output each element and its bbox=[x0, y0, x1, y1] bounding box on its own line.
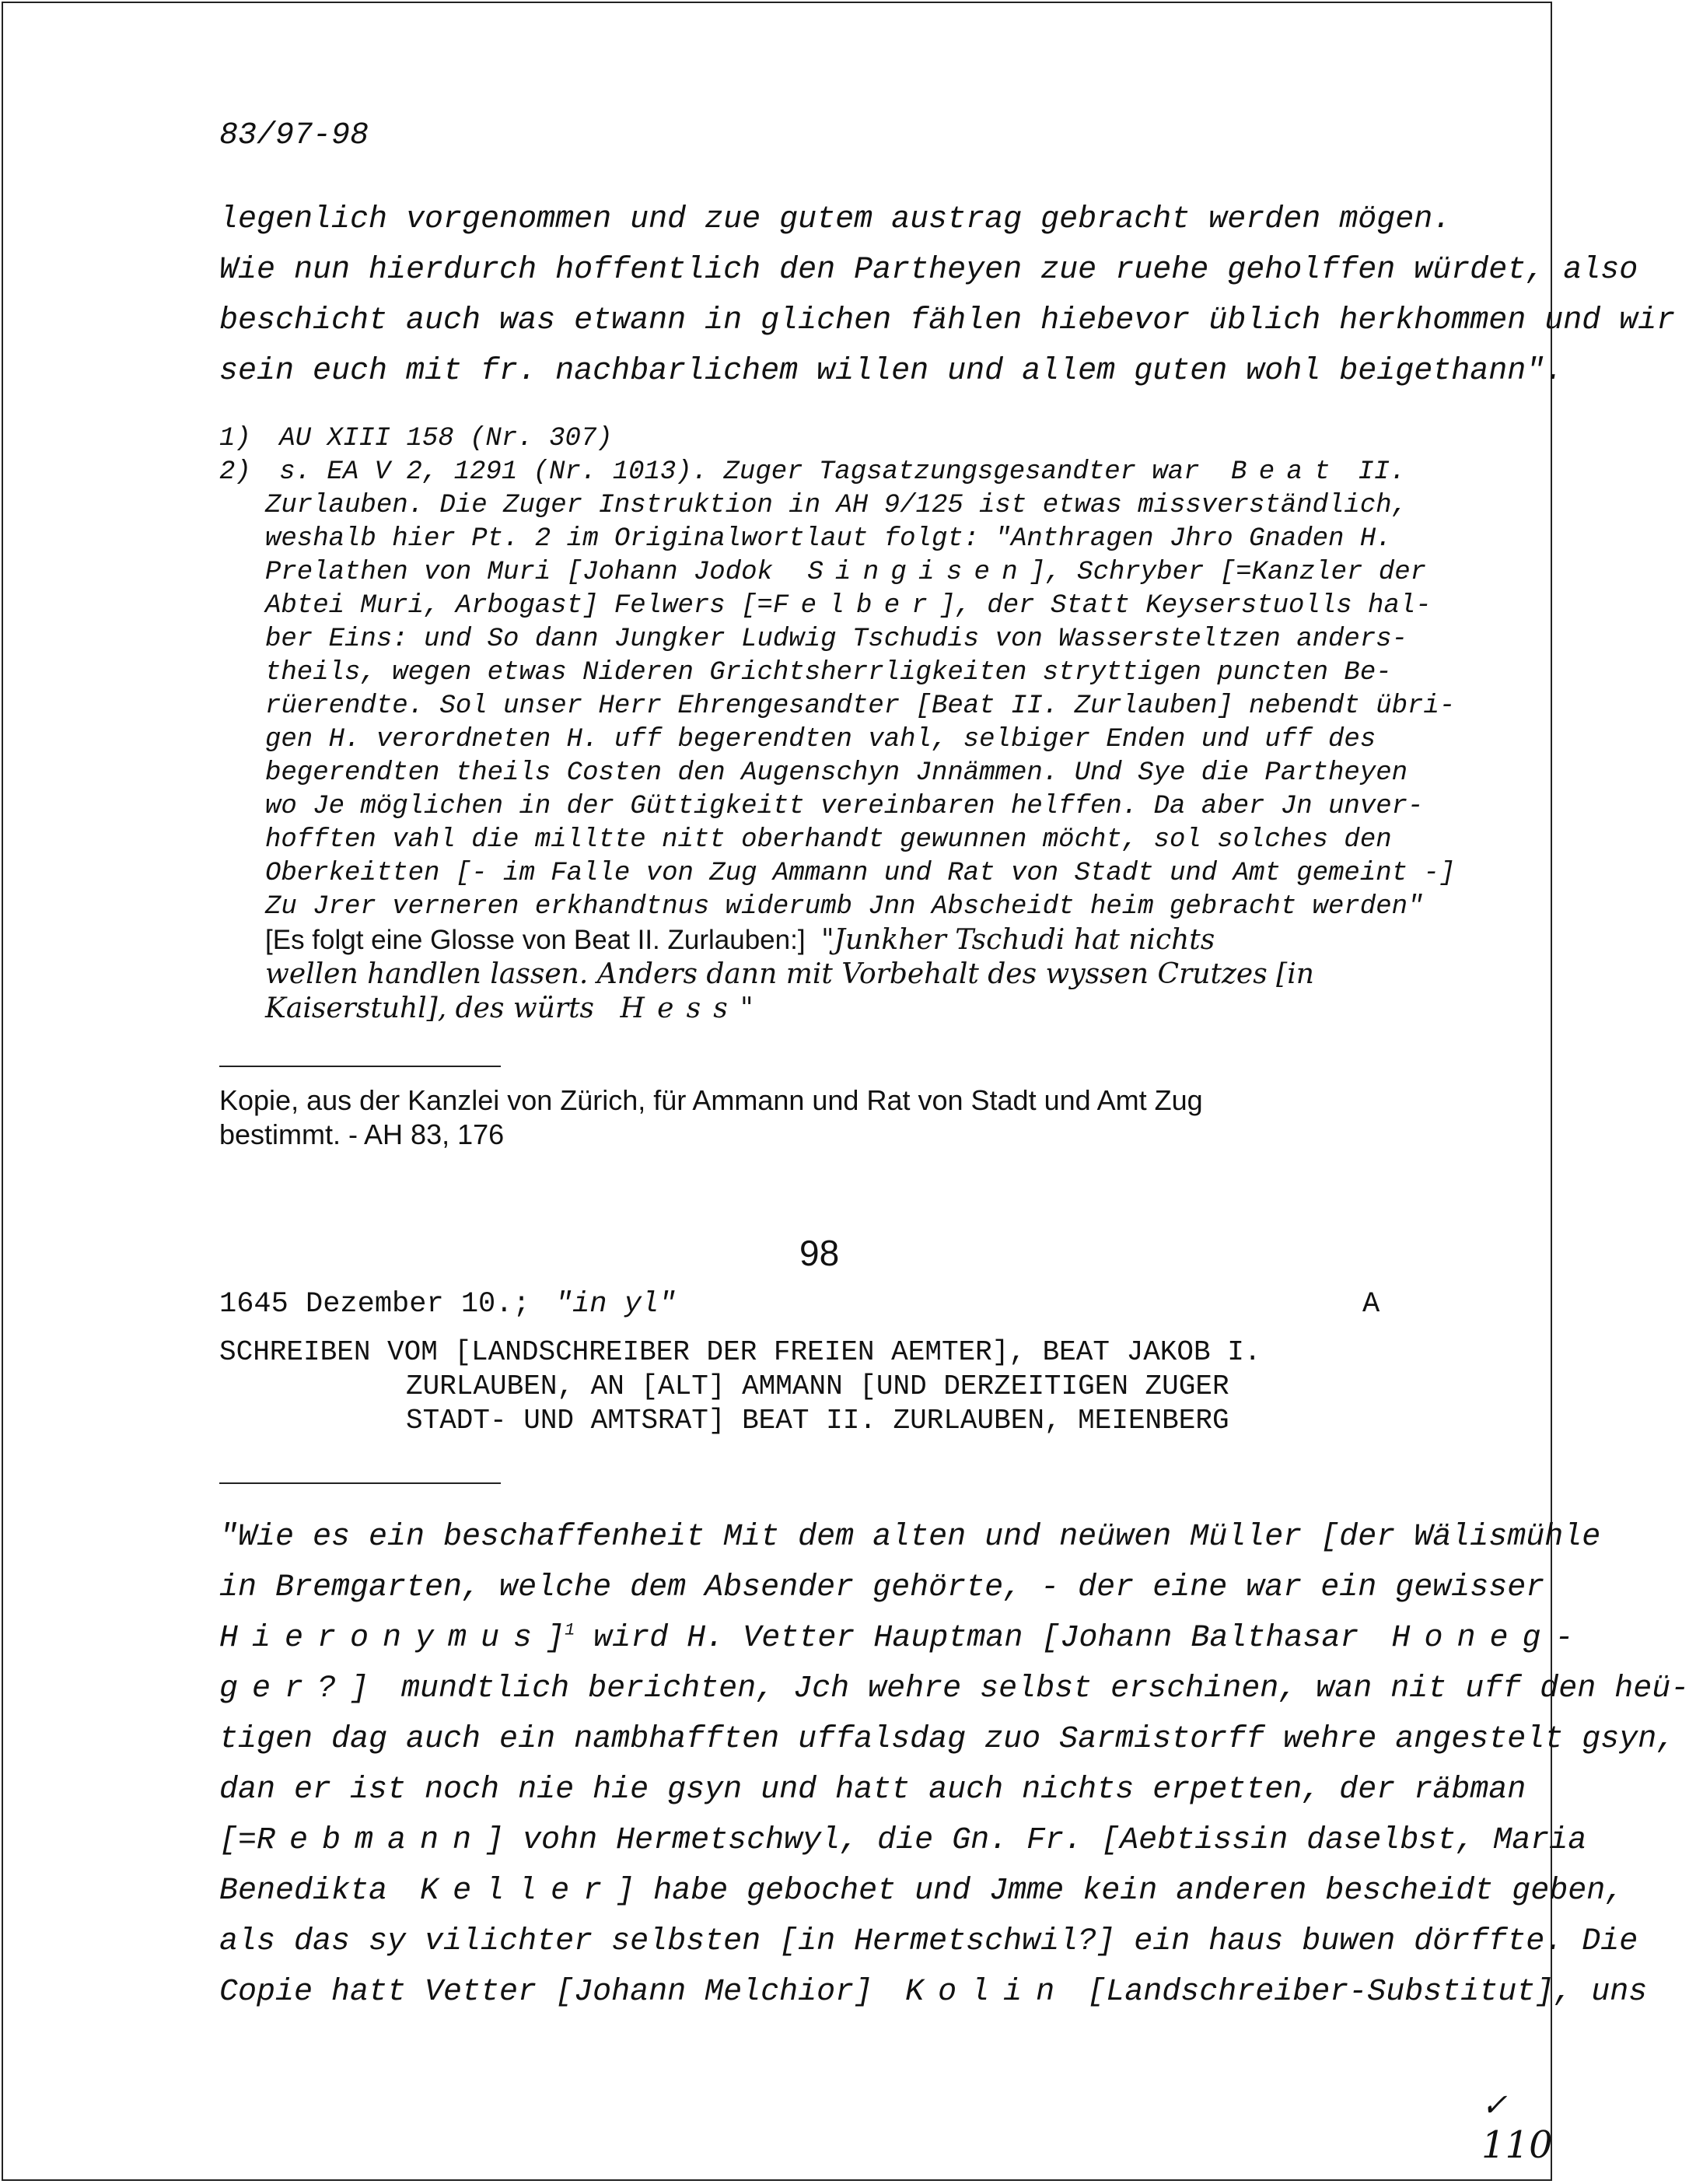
footnote-text: Prelathen von Muri [Johann Jodok bbox=[265, 558, 773, 587]
footnote-2-line: weshalb hier Pt. 2 im Originalwortlaut folgt: "Anthragen Jhro Gnaden H. bbox=[265, 524, 1392, 554]
footnote-text: AU XIII 158 (Nr. 307) bbox=[279, 424, 613, 453]
footnote-2-line: ber Eins: und So dann Jungker Ludwig Tschudis von Wassersteltzen anders- bbox=[265, 625, 1408, 654]
footnote-2-line: rüerendte. Sol unser Herr Ehrengesandter [Beat II. Zurlauben] nebendt übri- bbox=[265, 691, 1456, 721]
footnote-text: der Statt Keyserstuolls hal- bbox=[987, 591, 1432, 621]
spaced-name: Hess bbox=[620, 992, 740, 1024]
spaced-name: Singisen bbox=[807, 558, 1030, 587]
footnote-marker: 1 bbox=[565, 1620, 575, 1640]
text-segment: ] vohn Hermetschwyl, die Gn. Fr. [Aebtissin daselbst, Maria bbox=[485, 1823, 1587, 1858]
footnote-text: Abtei Muri, Arbogast] Felwers [= bbox=[265, 591, 773, 621]
spaced-name: Kolin bbox=[905, 1975, 1069, 2010]
text-line: tigen dag auch ein nambhafften uffalsdag zuo Sarmistorff wehre angestelt gsyn, bbox=[219, 1722, 1676, 1757]
heading-line: STADT- UND AMTSRAT] BEAT II. ZURLAUBEN, MEIENBERG bbox=[406, 1405, 1229, 1437]
footnote-2-line: wo Je möglichen in der Güttigkeitt vereinbaren helffen. Da aber Jn unver- bbox=[265, 792, 1424, 821]
text-segment: [Landschreiber-Substitut], uns bbox=[1068, 1975, 1648, 2010]
text-line bbox=[219, 1671, 1689, 1706]
text-segment: [= bbox=[219, 1823, 257, 1858]
gloss-intro: [Es folgt eine Glosse von Beat II. Zurlauben:] bbox=[265, 925, 806, 955]
separator-rule bbox=[219, 1482, 501, 1484]
text-line bbox=[219, 1823, 1586, 1858]
spaced-name: Honeg- bbox=[1391, 1621, 1588, 1656]
spaced-name: Rebmann bbox=[257, 1823, 486, 1858]
footnote-2-gloss-line bbox=[265, 924, 1215, 957]
footnote-text: ], bbox=[1029, 558, 1061, 587]
text-line bbox=[219, 1975, 1647, 2010]
handwritten-gloss: " bbox=[740, 992, 754, 1024]
spaced-name: ger?] bbox=[219, 1671, 383, 1706]
text-line: in Bremgarten, welche dem Absender gehörte, - der eine war ein gewisser bbox=[219, 1570, 1545, 1605]
footnote-2-line: Oberkeitten [- im Falle von Zug Ammann und Rat von Stadt und Amt gemeint -] bbox=[265, 859, 1456, 888]
text-line: sein euch mit fr. nachbarlichem willen und allem guten wohl beigethann". bbox=[219, 354, 1564, 389]
separator-rule bbox=[219, 1066, 501, 1067]
footnote-number: 2) bbox=[219, 457, 251, 487]
text-line: legenlich vorgenommen und zue gutem austrag gebracht werden mögen. bbox=[219, 202, 1452, 237]
document-date-line bbox=[219, 1288, 676, 1321]
text-segment: Benedikta bbox=[219, 1874, 388, 1909]
check-mark: ✓ bbox=[1481, 2088, 1508, 2123]
spaced-name: Felber bbox=[772, 591, 940, 621]
source-line: Kopie, aus der Kanzlei von Zürich, für Ammann und Rat von Stadt und Amt Zug bbox=[219, 1084, 1203, 1116]
text-line: "Wie es ein beschaffenheit Mit dem alten und neüwen Müller [der Wälismühle bbox=[219, 1520, 1601, 1555]
source-line: bestimmt. - AH 83, 176 bbox=[219, 1118, 505, 1150]
footnote-2-line bbox=[265, 591, 1432, 621]
page-number: 110 bbox=[1481, 2123, 1553, 2167]
spaced-name: Beat bbox=[1231, 457, 1342, 487]
handwritten-gloss: "Junkher Tschudi hat nichts bbox=[820, 924, 1215, 956]
text-line: als das sy vilichter selbsten [in Hermetschwil?] ein haus buwen dörffte. Die bbox=[219, 1924, 1638, 1959]
footnote-2-line: theils, wegen etwas Nideren Grichtsherrligkeiten stryttigen puncten Be- bbox=[265, 658, 1392, 688]
footnote-text: ], bbox=[939, 591, 971, 621]
text-segment: Copie hatt Vetter [Johann Melchior] bbox=[219, 1975, 873, 2010]
document-date: 1645 Dezember 10.; bbox=[219, 1288, 530, 1321]
text-line: Wie nun hierdurch hoffentlich den Partheyen zue ruehe geholffen würdet, also bbox=[219, 253, 1638, 288]
text-segment: ] habe gebochet und Jmme kein anderen bescheidt geben, bbox=[616, 1874, 1624, 1909]
text-line: beschicht auch was etwann in glichen fählen hiebevor üblich herkhommen und wir bbox=[219, 303, 1676, 338]
text-segment: ] bbox=[546, 1621, 565, 1656]
document-version-letter: A bbox=[1362, 1288, 1380, 1321]
footnote-number: 1) bbox=[219, 424, 251, 453]
text-line: dan er ist noch nie hie gsyn und hatt auch nichts erpetten, der räbman bbox=[219, 1773, 1526, 1808]
handwritten-gloss: wellen handlen lassen. Anders dann mit Vorbehalt des wyssen Crutzes [in bbox=[265, 958, 1314, 990]
text-line bbox=[219, 1621, 1587, 1656]
footnote-2-line bbox=[219, 457, 1405, 487]
spaced-name: Hieronymus bbox=[219, 1621, 547, 1656]
footnote-2-line: Zurlauben. Die Zuger Instruktion in AH 9/125 ist etwas missverständlich, bbox=[265, 491, 1408, 520]
footnote-1 bbox=[219, 424, 613, 453]
footnote-text: Schryber [=Kanzler der bbox=[1077, 558, 1427, 587]
handwritten-gloss-line bbox=[265, 992, 754, 1024]
footnote-2-line: Zu Jrer verneren erkhandtnus widerumb Jnn Abscheidt heim gebracht werden" bbox=[265, 892, 1424, 922]
spaced-name: Keller bbox=[420, 1874, 617, 1909]
footnote-text: s. EA V 2, 1291 (Nr. 1013). Zuger Tagsatzungsgesandter war bbox=[279, 457, 1200, 487]
footnote-2-line: gen H. verordneten H. uff begerendten vahl, selbiger Enden und uff des bbox=[265, 725, 1376, 754]
text-segment: mundtlich berichten, Jch wehre selbst erschinen, wan nit uff den heü- bbox=[383, 1671, 1689, 1706]
text-line bbox=[219, 1874, 1624, 1909]
text-segment: wird H. Vetter Hauptman [Johann Balthasar bbox=[575, 1621, 1359, 1656]
footnote-text: II. bbox=[1358, 457, 1406, 487]
heading-line: ZURLAUBEN, AN [ALT] AMMANN [UND DERZEITIGEN ZUGER bbox=[406, 1370, 1229, 1402]
heading-line: SCHREIBEN VOM [LANDSCHREIBER DER FREIEN AEMTER], BEAT JAKOB I. bbox=[219, 1336, 1261, 1368]
document-place: "in yl" bbox=[554, 1288, 677, 1321]
footnote-2-line: hofften vahl die milltte nitt oberhandt gewunnen möcht, sol solches den bbox=[265, 825, 1392, 855]
footnote-2-line: begerendten theils Costen den Augenschyn Jnnämmen. Und Sye die Partheyen bbox=[265, 758, 1408, 788]
footnote-2-line bbox=[265, 558, 1426, 587]
document-number: 98 bbox=[799, 1233, 840, 1273]
handwritten-gloss: Kaiserstuhl], des würts bbox=[265, 992, 595, 1024]
page-reference: 83/97-98 bbox=[219, 118, 369, 153]
